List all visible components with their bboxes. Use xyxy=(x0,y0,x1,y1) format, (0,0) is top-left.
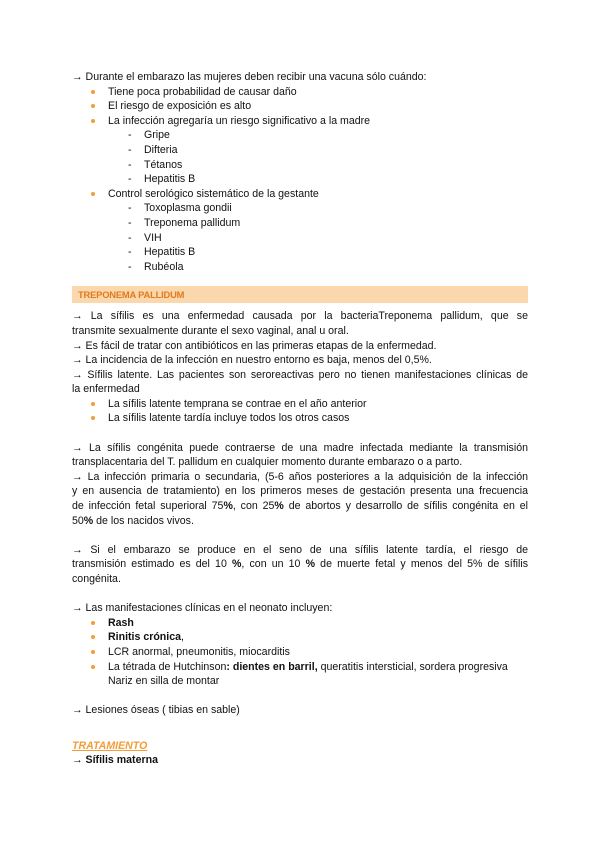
paragraph-line: congénita. xyxy=(72,573,121,585)
list-item: Rinitis crónica, xyxy=(72,630,528,645)
vaccine-item: - Hepatitis B xyxy=(128,173,196,186)
list-item: Tiene poca probabilidad de causar daño xyxy=(72,85,528,100)
paragraph-line: y en ausencia de tratamiento) en los primeros meses de gestación presenta una frecuencia xyxy=(72,485,528,498)
document-page xyxy=(72,70,528,768)
bullet-icon xyxy=(91,635,95,639)
control-item: - Treponema pallidum xyxy=(128,216,241,229)
list-item: La sífilis latente tardía incluye todos los otros casos xyxy=(72,411,528,426)
bullet-icon xyxy=(91,192,95,196)
treatment-subheading: → Sífilis materna xyxy=(72,754,158,767)
control-item: - Rubéola xyxy=(128,260,184,273)
bullet-icon xyxy=(91,665,95,669)
paragraph-line: → La sífilis es una enfermedad causada por la bacteriaTreponema pallidum, que se xyxy=(72,310,528,323)
vaccine-item: - Tétanos xyxy=(128,158,183,171)
paragraph-line: transmite sexualmente durante el sexo vaginal, anal u oral. xyxy=(72,324,349,337)
paragraph-line: → Sífilis latente. Las pacientes son seroreactivas pero no tienen manifestaciones clínicas de xyxy=(72,368,528,381)
vaccine-item: - Difteria xyxy=(128,143,178,156)
paragraph-line: la enfermedad xyxy=(72,383,140,396)
list-item: LCR anormal, pneumonitis, miocarditis xyxy=(72,645,528,660)
bullet-icon xyxy=(91,104,95,108)
bullet-icon xyxy=(91,621,95,625)
paragraph-line: → La incidencia de la infección en nuestro entorno es baja, menos del 0,5%. xyxy=(72,354,432,367)
control-item: - Hepatitis B xyxy=(128,246,196,259)
intro-lead: → Durante el embarazo las mujeres deben recibir una vacuna sólo cuándo: xyxy=(72,71,427,83)
section-heading-band xyxy=(72,286,528,303)
control-item: - Toxoplasma gondii xyxy=(128,202,232,215)
bullet-icon xyxy=(91,90,95,94)
paragraph-line: → Las manifestaciones clínicas en el neonato incluyen: xyxy=(72,602,333,615)
list-item: La infección agregaría un riesgo significativo a la madre xyxy=(72,114,528,129)
paragraph-line: transplacentaria del T. pallidum en cualquier momento durante embarazo o a parto. xyxy=(72,456,463,469)
paragraph-line: → La sífilis congénita puede contraerse de una madre infectada mediante la transmisión xyxy=(72,441,528,454)
bullet-icon xyxy=(91,119,95,123)
list-item: Control serológico sistemático de la gestante xyxy=(72,187,528,202)
paragraph-line: → Si el embarazo se produce en el seno de una sífilis latente tardía, el riesgo de xyxy=(72,543,528,556)
treatment-heading: TRATAMIENTO xyxy=(72,739,148,752)
paragraph-line: → Es fácil de tratar con antibióticos en las primeras etapas de la enfermedad. xyxy=(72,339,437,352)
bullet-icon xyxy=(91,402,95,406)
list-item-continuation: Nariz en silla de montar xyxy=(108,675,220,688)
paragraph-line: 50% de los nacidos vivos. xyxy=(72,514,194,527)
list-item: La tétrada de Hutchinson: dientes en barril, queratitis intersticial, sordera progresiva xyxy=(72,660,528,675)
list-item: Rash xyxy=(72,616,528,631)
bullet-icon xyxy=(91,416,95,420)
paragraph-line: transmisión estimado es del 10 %, con un 10 % de muerte fetal y menos del 5% de sífilis xyxy=(72,558,528,571)
paragraph-line: → La infección primaria o secundaria, (5-6 años posteriores a la adquisición de la infección xyxy=(72,470,528,483)
section-heading: TREPONEMA PALLIDUM xyxy=(78,289,185,301)
control-item: - VIH xyxy=(128,231,162,244)
paragraph-line: → Lesiones óseas ( tibias en sable) xyxy=(72,704,240,717)
vaccine-item: - Gripe xyxy=(128,129,170,142)
list-item: La sífilis latente temprana se contrae en el año anterior xyxy=(72,397,528,412)
bullet-icon xyxy=(91,650,95,654)
list-item: El riesgo de exposición es alto xyxy=(72,99,528,114)
paragraph-line: de infección fetal superioral 75%, con 25% de abortos y desarrollo de sífilis congénita en el xyxy=(72,500,528,513)
